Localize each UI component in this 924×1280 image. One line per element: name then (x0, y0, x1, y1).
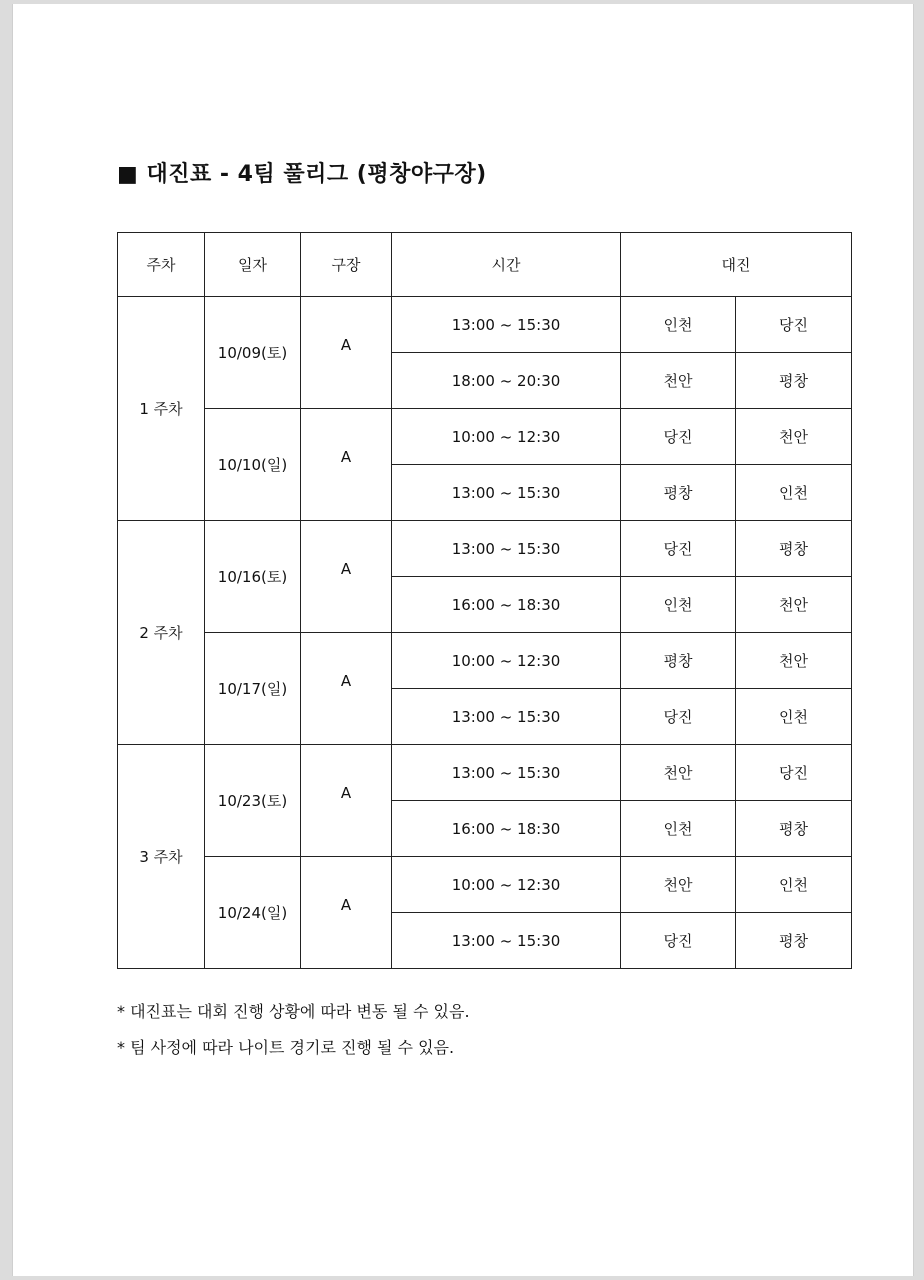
header-matchup: 대진 (621, 233, 852, 297)
team-home-cell: 당진 (621, 409, 736, 465)
team-home-cell: 당진 (621, 913, 736, 969)
note-item: * 팀 사정에 따라 나이트 경기로 진행 될 수 있음. (117, 1038, 455, 1057)
date-cell: 10/24(일) (205, 857, 301, 969)
venue-cell (301, 409, 392, 521)
header-row (118, 233, 852, 297)
time-cell: 13:00 ~ 15:30 (392, 521, 621, 577)
header-date: 일자 (205, 233, 301, 297)
table-row (118, 297, 852, 353)
page-title: ■ 대진표 - 4팀 풀리그 (평창야구장) (117, 161, 487, 187)
time-cell: 13:00 ~ 15:30 (392, 689, 621, 745)
time-cell: 10:00 ~ 12:30 (392, 857, 621, 913)
time-cell: 13:00 ~ 15:30 (392, 745, 621, 801)
date-cell: 10/23(토) (205, 745, 301, 857)
team-home-cell: 평창 (621, 465, 736, 521)
team-away-cell: 평창 (736, 801, 852, 857)
time-cell: 13:00 ~ 15:30 (392, 913, 621, 969)
team-home-cell: 인천 (621, 801, 736, 857)
date-cell: 10/09(토) (205, 297, 301, 409)
team-home-cell: 당진 (621, 521, 736, 577)
venue-cell (301, 633, 392, 745)
team-away-cell: 당진 (736, 745, 852, 801)
venue-cell (301, 297, 392, 409)
team-away-cell: 평창 (736, 521, 852, 577)
notes (117, 994, 470, 1066)
header-venue: 구장 (301, 233, 392, 297)
time-cell: 18:00 ~ 20:30 (392, 353, 621, 409)
time-cell: 10:00 ~ 12:30 (392, 409, 621, 465)
venue-cell (301, 857, 392, 969)
time-cell: 16:00 ~ 18:30 (392, 801, 621, 857)
team-home-cell: 인천 (621, 297, 736, 353)
team-away-cell: 인천 (736, 689, 852, 745)
team-away-cell: 인천 (736, 857, 852, 913)
week-cell: 3 주차 (118, 745, 205, 969)
date-cell: 10/17(일) (205, 633, 301, 745)
team-home-cell: 평창 (621, 633, 736, 689)
table-row (118, 409, 852, 465)
team-away-cell: 천안 (736, 409, 852, 465)
team-home-cell: 당진 (621, 689, 736, 745)
time-cell: 13:00 ~ 15:30 (392, 465, 621, 521)
team-away-cell: 당진 (736, 297, 852, 353)
venue-cell-text: A (340, 447, 352, 466)
date-cell: 10/10(일) (205, 409, 301, 521)
table-row (118, 633, 852, 689)
header-time: 시간 (392, 233, 621, 297)
time-cell: 10:00 ~ 12:30 (392, 633, 621, 689)
note-item: * 대진표는 대회 진행 상황에 따라 변동 될 수 있음. (117, 1002, 470, 1021)
team-home-cell: 천안 (621, 857, 736, 913)
venue-cell-text: A (340, 783, 352, 802)
week-cell: 1 주차 (118, 297, 205, 521)
venue-cell-text: A (340, 895, 352, 914)
date-cell: 10/16(토) (205, 521, 301, 633)
team-home-cell: 천안 (621, 745, 736, 801)
time-cell: 13:00 ~ 15:30 (392, 297, 621, 353)
week-cell: 2 주차 (118, 521, 205, 745)
schedule-table (117, 232, 852, 969)
venue-cell (301, 745, 392, 857)
table-row (118, 857, 852, 913)
venue-cell-text: A (340, 335, 352, 354)
document-page (12, 4, 914, 1276)
team-away-cell: 천안 (736, 577, 852, 633)
table-row (118, 745, 852, 801)
team-home-cell: 인천 (621, 577, 736, 633)
team-away-cell: 인천 (736, 465, 852, 521)
team-away-cell: 평창 (736, 353, 852, 409)
table-row (118, 521, 852, 577)
venue-cell-text: A (340, 671, 352, 690)
team-home-cell: 천안 (621, 353, 736, 409)
team-away-cell: 천안 (736, 633, 852, 689)
team-away-cell: 평창 (736, 913, 852, 969)
venue-cell-text: A (340, 559, 352, 578)
header-week: 주차 (118, 233, 205, 297)
time-cell: 16:00 ~ 18:30 (392, 577, 621, 633)
venue-cell (301, 521, 392, 633)
